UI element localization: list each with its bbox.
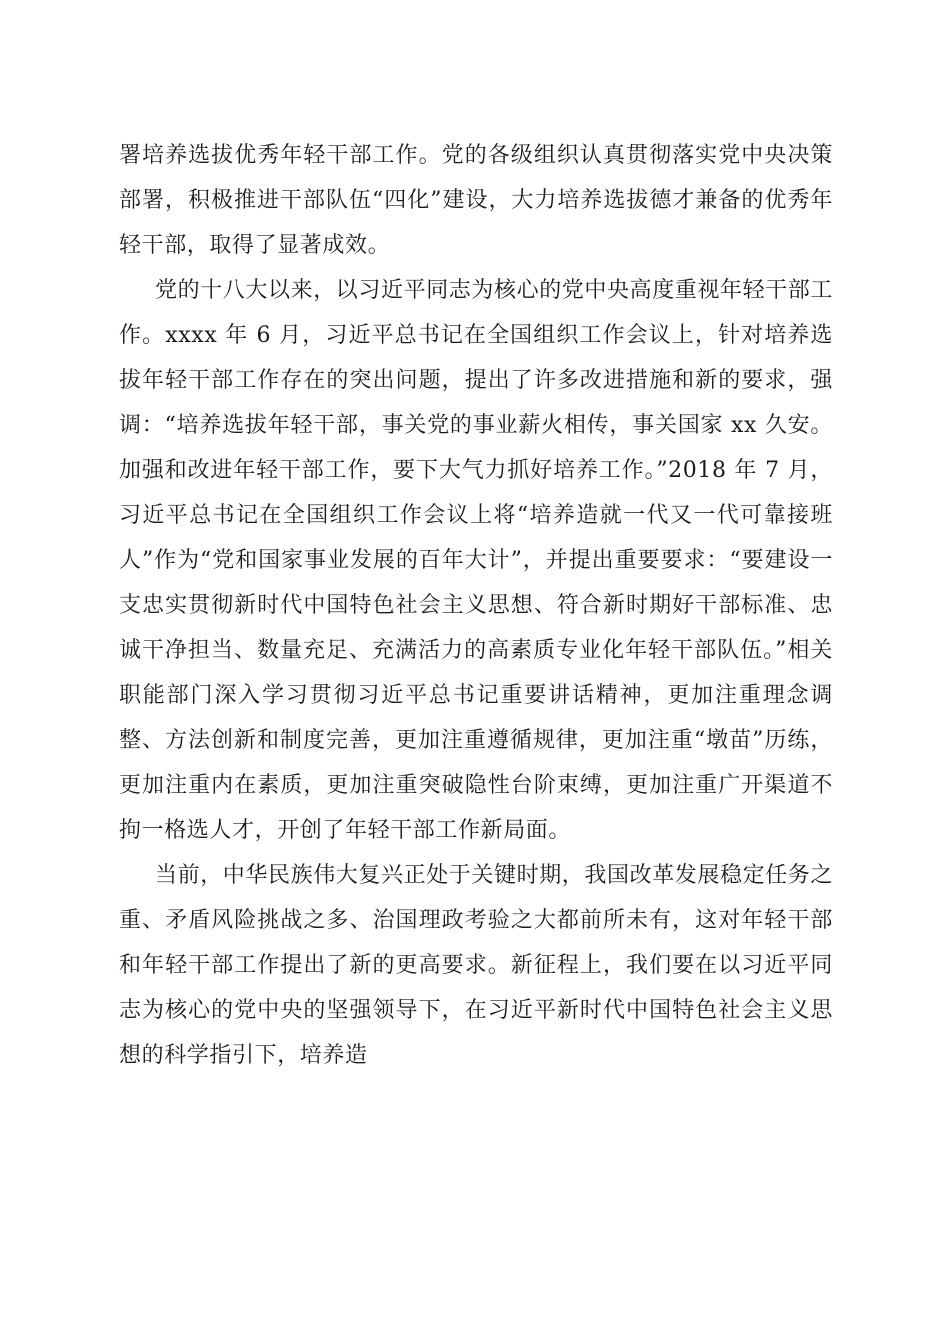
document-body: [119, 133, 833, 1078]
paragraph: 党的十八大以来，以习近平同志为核心的党中央高度重视年轻干部工作。xxxx 年 6 月，习近平总书记在全国组织工作会议上，针对培养选拔年轻干部工作存在的突出问题，提出了许多改进措施和新的要求，强调：“培养选拔年轻干部，事关党的事业薪火相传，事关国家 xx 久安。加强和改进年轻干部工作，要下大气力抓好培养工作。”2018 年 7 月，习近平总书记在全国组织工作会议上将“培养造就一代又一代可靠接班人”作为“党和国家事业发展的百年大计”，并提出重要要求：“要建设一支忠实贯彻新时代中国特色社会主义思想、符合新时期好干部标准、忠诚干净担当、数量充足、充满活力的高素质专业化年轻干部队伍。”相关职能部门深入学习贯彻习近平总书记重要讲话精神，更加注重理念调整、方法创新和制度完善，更加注重遵循规律，更加注重“墩苗”历练，更加注重内在素质，更加注重突破隐性台阶束缚，更加注重广开渠道不拘一格选人才，开创了年轻干部工作新局面。: [119, 278, 834, 843]
paragraph: 当前，中华民族伟大复兴正处于关键时期，我国改革发展稳定任务之重、矛盾风险挑战之多、治国理政考验之大都前所未有，这对年轻干部和年轻干部工作提出了新的更高要求。新征程上，我们要在以习近平同志为核心的党中央的坚强领导下，在习近平新时代中国特色社会主义思想的科学指引下，培养造: [119, 863, 834, 1068]
paragraph-continuation: 署培养选拔优秀年轻干部工作。党的各级组织认真贯彻落实党中央决策部署，积极推进干部队伍“四化”建设，大力培养选拔德才兼备的优秀年轻干部，取得了显著成效。: [119, 143, 833, 258]
